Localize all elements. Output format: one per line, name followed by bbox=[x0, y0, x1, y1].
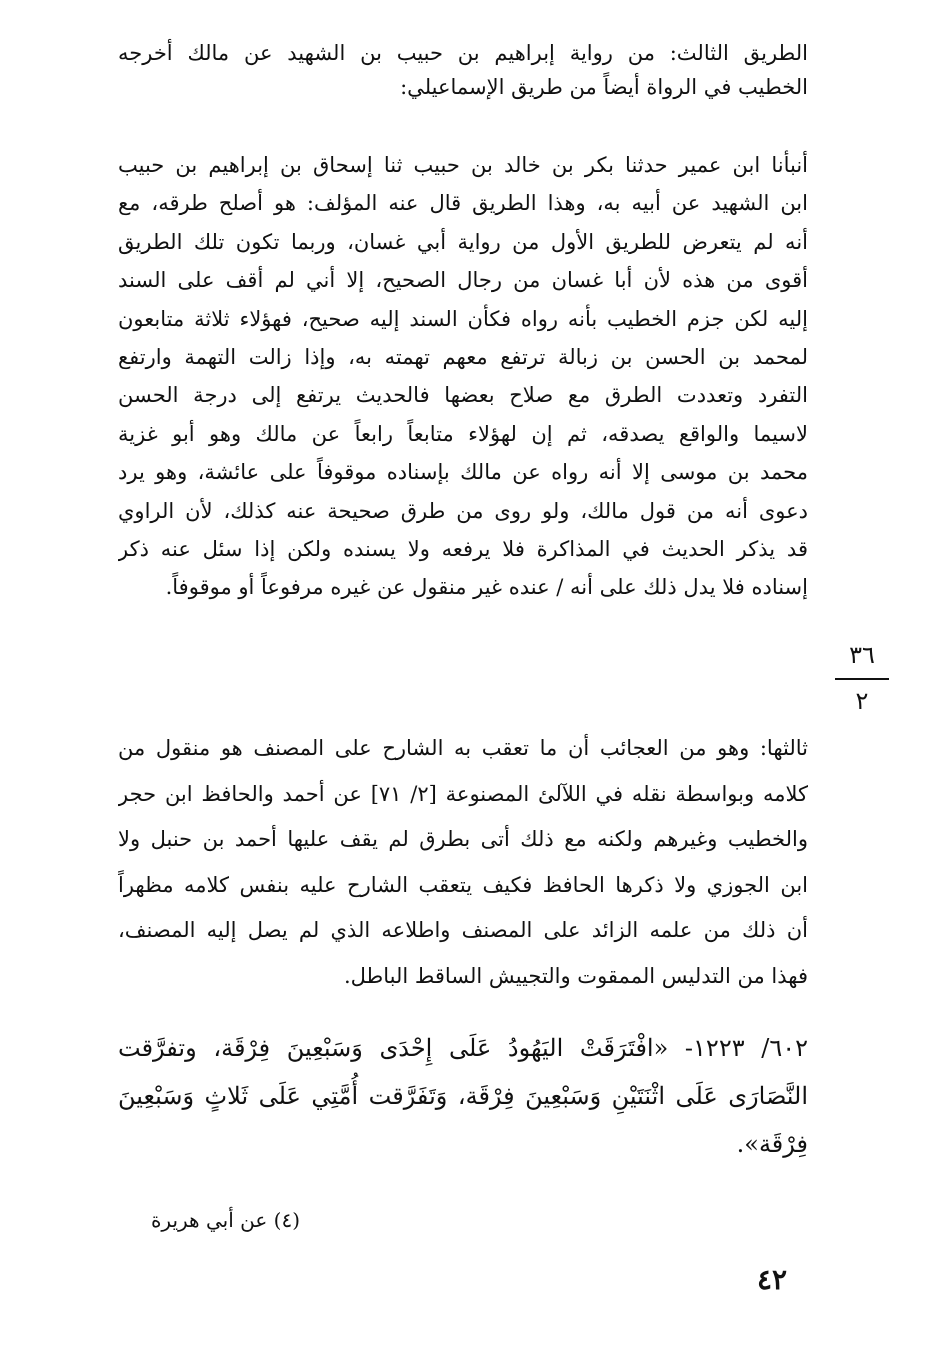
text-line: محمد بن موسى إلا أنه رواه عن مالك بإسناده موقوفاً على عائشة، وهو يرد bbox=[118, 460, 808, 485]
text-line: إسناده فلا يدل ذلك على أنه / عنده غير منقول عن غيره مرفوعاً أو موقوفاً. bbox=[165, 575, 808, 600]
margin-reference bbox=[832, 640, 892, 716]
text-line: ابن الشهيد عن أبيه به، وهذا الطريق قال عنه المؤلف: هو أصلح طرقه، مع bbox=[118, 191, 808, 216]
text-line: ابن الجوزي ولا ذكرها الحافظ فكيف يتعقب الشارح عليه بنفس كلامه مظهراً bbox=[118, 872, 808, 897]
text-line: قد يذكر الحديث في المذاكرة فلا يرفعه ولا يسنده ولكن إذا سئل عنه ذكر bbox=[118, 536, 808, 561]
text-line: أنبأنا ابن عمير حدثنا بكر بن خالد بن حبيب ثنا إسحاق بن إبراهيم بن حبيب bbox=[118, 153, 808, 177]
page-number: ٤٢ bbox=[756, 1263, 788, 1296]
text-line: الخطيب في الرواة أيضاً من طريق الإسماعيلي: bbox=[400, 75, 808, 99]
margin-reference-page: ٢ bbox=[855, 687, 869, 715]
third-point-paragraph bbox=[118, 726, 808, 999]
text-line: لاسيما والواقع يصدقه، ثم إن لهؤلاء متابعاً رابعاً عن مالك وهو أبو غزية bbox=[118, 421, 808, 446]
text-line: دعوى أنه من قول مالك، ولو روى من طرق صحيحة عنه كذلك، لأن الراوي bbox=[118, 498, 808, 523]
text-line: إليه لكن جزم الخطيب بأنه رواه فكأن السند إليه صحيح، فهؤلاء ثلاثة متابعون bbox=[118, 306, 808, 331]
text-line: لمحمد بن الحسن بن زبالة ترتفع معهم تهمته به، وإذا زالت التهمة وارتفع bbox=[118, 344, 808, 369]
margin-reference-volume: ٣٦ bbox=[849, 641, 875, 669]
text-line: التفرد وتعددت الطرق مع صلاح بعضها فالحديث يرتفع إلى درجة الحسن bbox=[118, 383, 808, 408]
footnote: (٤) عن أبي هريرة bbox=[150, 1208, 300, 1232]
text-line: الطريق الثالث: من رواية إبراهيم بن حبيب بن الشهيد عن مالك أخرجه bbox=[118, 41, 808, 65]
text-line: والخطيب وغيرهم ولكنه مع ذلك أتى بطرق لم يقف عليها أحمد بن حنبل ولا bbox=[118, 827, 808, 851]
hadith-paragraph bbox=[118, 1024, 808, 1168]
text-line: أقوى من هذه لأن أبا غسان من رجال الصحيح، إلا أني لم أقف على السند bbox=[118, 268, 808, 293]
text-line: فهذا من التدليس الممقوت والتجييش الساقط الباطل. bbox=[343, 963, 808, 988]
third-route-paragraph bbox=[118, 36, 808, 104]
text-line: أنه لم يتعرض للطريق الأول من رواية أبي غسان، وربما تكون تلك الطريق bbox=[118, 229, 808, 254]
chain-paragraph bbox=[118, 146, 808, 607]
text-line: كلامه وبواسطة نقله في اللآلئ المصنوعة [٢/ ٧١] عن أحمد والحافظ ابن حجر bbox=[118, 781, 808, 806]
hadith-line: النَّصَارَى عَلَى اثْنَتَيْنِ وَسَبْعِينَ فِرْقَة، وَتَفَرَّقت أُمَّتِي عَلَى ثَلاثٍ وَسَبْعِينَ bbox=[118, 1082, 808, 1110]
hadith-line: فِرْقَة». bbox=[736, 1130, 808, 1158]
margin-reference-divider bbox=[835, 678, 889, 680]
hadith-line: ٦٠٢/ ١٢٢٣- «افْتَرَقَتْ اليَهُودُ عَلَى إِحْدَى وَسَبْعِينَ فِرْقَة، وتفرَّقت bbox=[118, 1034, 808, 1062]
text-line: أن ذلك من علمه الزائد على المصنف واطلاعه الذي لم يصل إليه المصنف، bbox=[118, 918, 808, 942]
text-line: ثالثها: وهو من العجائب أن ما تعقب به الشارح على المصنف هو منقول من bbox=[118, 736, 808, 760]
